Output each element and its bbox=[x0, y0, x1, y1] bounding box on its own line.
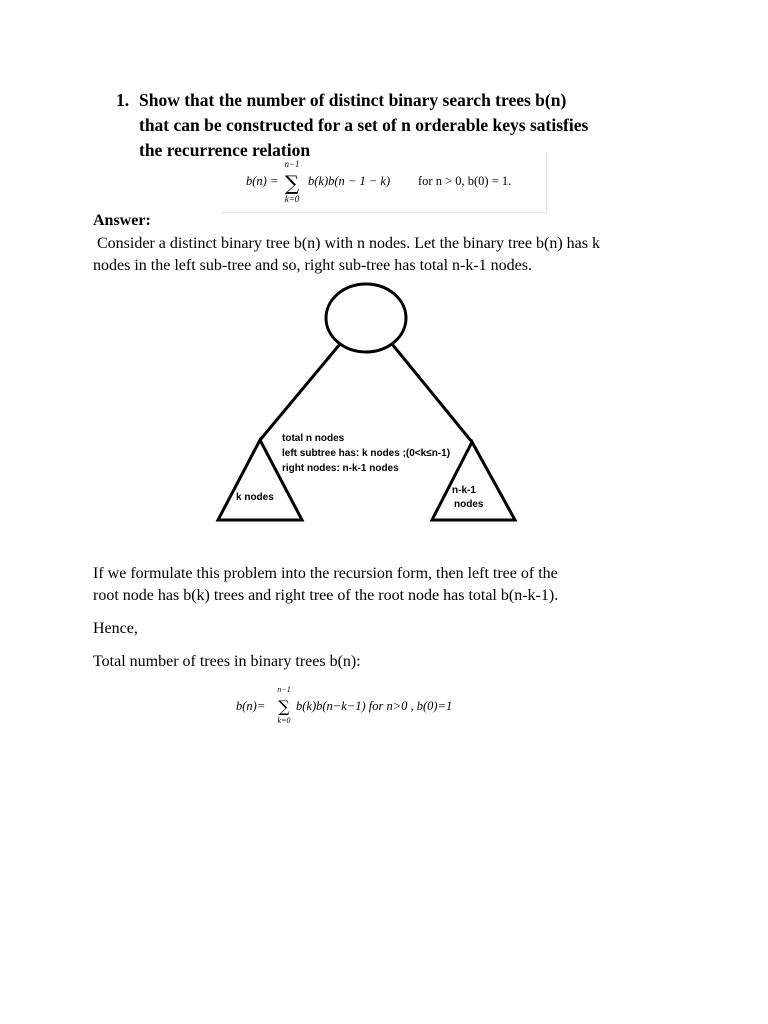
answer-heading: Answer: bbox=[93, 212, 151, 229]
answer-paragraph-1 bbox=[93, 233, 693, 277]
final-sum-top: n−1 bbox=[277, 685, 291, 694]
root-node bbox=[326, 284, 406, 352]
question-line-1: Show that the number of distinct binary search trees b(n) bbox=[139, 90, 567, 110]
recursion-line-2: root node has b(k) trees and right tree of the root node has total b(n-k-1). bbox=[93, 587, 559, 604]
answer-line-2: nodes in the left sub-tree and so, right sub-tree has total n-k-1 nodes. bbox=[93, 257, 532, 274]
label-right-nodes: right nodes: n-k-1 nodes bbox=[282, 463, 399, 474]
left-leaf-label: k nodes bbox=[236, 492, 274, 503]
right-leaf-label-1: n-k-1 bbox=[452, 485, 476, 496]
formula-sum-bottom: k=0 bbox=[284, 194, 300, 204]
final-formula bbox=[230, 682, 510, 726]
recursion-line-1: If we formulate this problem into the recursion form, then left tree of the bbox=[93, 565, 558, 582]
binary-tree-diagram bbox=[210, 280, 530, 530]
formula-sum-top: n−1 bbox=[284, 159, 300, 169]
hence-text: Hence, bbox=[93, 620, 138, 637]
final-sum-bottom: k=0 bbox=[277, 716, 291, 725]
recurrence-formula bbox=[222, 152, 547, 213]
right-edge bbox=[392, 344, 472, 442]
label-left-subtree: left subtree has: k nodes ;(0<k≤n-1) bbox=[282, 448, 451, 459]
question-line-3: the recurrence relation bbox=[139, 140, 311, 160]
left-edge bbox=[260, 344, 340, 440]
question-line-2: that can be constructed for a set of n orderable keys satisfies bbox=[139, 115, 589, 135]
sigma-icon: ∑ bbox=[278, 697, 290, 716]
recursion-paragraph bbox=[93, 563, 693, 607]
final-formula-rhs: b(k)b(n−k−1) for n>0 , b(0)=1 bbox=[296, 699, 453, 713]
answer-line-1: Consider a distinct binary tree b(n) with n nodes. Let the binary tree b(n) has k bbox=[93, 235, 600, 252]
formula-condition: for n > 0, b(0) = 1. bbox=[418, 174, 512, 188]
formula-term: b(k)b(n − 1 − k) bbox=[308, 174, 391, 188]
formula-lhs: b(n) = bbox=[246, 174, 279, 188]
total-trees-text: Total number of trees in binary trees b(n): bbox=[93, 653, 361, 670]
final-formula-svg bbox=[230, 682, 510, 726]
sigma-icon: ∑ bbox=[284, 171, 300, 195]
recurrence-formula-svg bbox=[222, 152, 546, 212]
right-leaf-label-2: nodes bbox=[454, 499, 484, 510]
label-total-nodes: total n nodes bbox=[282, 433, 345, 444]
final-formula-lhs: b(n)= bbox=[236, 699, 266, 713]
question-number: 1. bbox=[116, 90, 130, 110]
